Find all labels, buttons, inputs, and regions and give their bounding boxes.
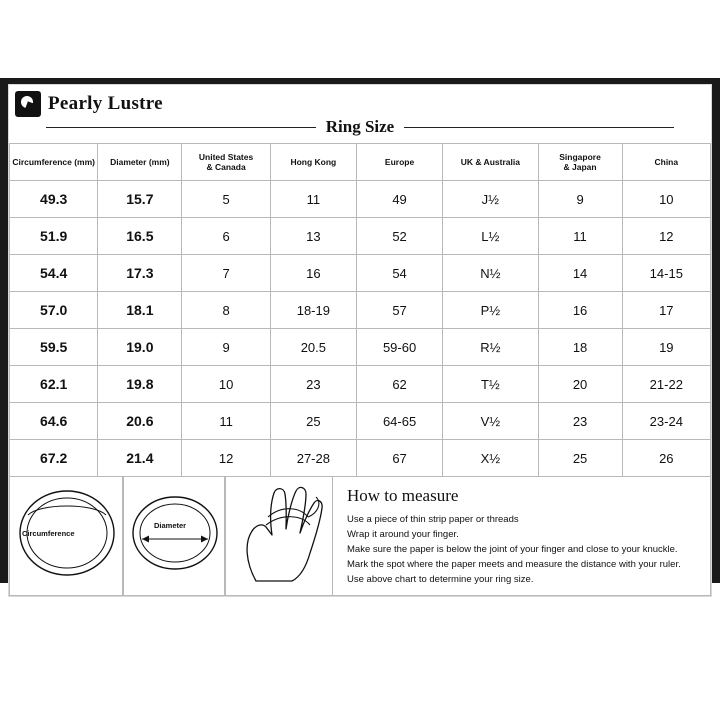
cell-us-canada: 6: [182, 218, 270, 255]
cell-china: 14-15: [622, 255, 710, 292]
cell-hong-kong: 18-19: [270, 292, 356, 329]
cell-china: 21-22: [622, 366, 710, 403]
how-to-line: Make sure the paper is below the joint of your finger and close to your knuckle.: [347, 544, 678, 556]
cell-uk-australia: T½: [443, 366, 538, 403]
cell-uk-australia: R½: [443, 329, 538, 366]
cell-hong-kong: 20.5: [270, 329, 356, 366]
cell-china: 12: [622, 218, 710, 255]
cell-hong-kong: 16: [270, 255, 356, 292]
cell-circumference: 51.9: [10, 218, 98, 255]
cell-uk-australia: P½: [443, 292, 538, 329]
circumference-label: Circumference: [22, 529, 75, 538]
cell-hong-kong: 27-28: [270, 440, 356, 477]
cell-singapore-japan: 16: [538, 292, 622, 329]
table-header-row: [10, 144, 711, 181]
cell-singapore-japan: 25: [538, 440, 622, 477]
cell-us-canada: 12: [182, 440, 270, 477]
column-header-us-canada: United States & Canada: [182, 144, 270, 181]
cell-us-canada: 9: [182, 329, 270, 366]
cell-europe: 67: [356, 440, 442, 477]
cell-singapore-japan: 11: [538, 218, 622, 255]
cell-diameter: 18.1: [98, 292, 182, 329]
cell-uk-australia: L½: [443, 218, 538, 255]
cell-singapore-japan: 23: [538, 403, 622, 440]
cell-diameter: 20.6: [98, 403, 182, 440]
cell-circumference: 64.6: [10, 403, 98, 440]
how-to-line: Use above chart to determine your ring size.: [347, 574, 534, 586]
cell-hong-kong: 25: [270, 403, 356, 440]
ring-size-table: [9, 143, 711, 477]
cell-us-canada: 11: [182, 403, 270, 440]
size-chart-card: [8, 84, 712, 597]
column-header-europe: Europe: [356, 144, 442, 181]
cell-hong-kong: 11: [270, 181, 356, 218]
cell-china: 23-24: [622, 403, 710, 440]
cell-circumference: 49.3: [10, 181, 98, 218]
cell-circumference: 67.2: [10, 440, 98, 477]
cell-europe: 49: [356, 181, 442, 218]
cell-singapore-japan: 18: [538, 329, 622, 366]
cell-china: 26: [622, 440, 710, 477]
table-row: [10, 292, 711, 329]
column-header-hong-kong: Hong Kong: [270, 144, 356, 181]
how-to-measure-heading: How to measure: [347, 486, 459, 505]
how-to-measure-section: [333, 477, 711, 596]
column-header-singapore-japan: Singapore & Japan: [538, 144, 622, 181]
cell-us-canada: 5: [182, 181, 270, 218]
title-rule-left: [46, 127, 316, 128]
cell-diameter: 19.8: [98, 366, 182, 403]
cell-china: 10: [622, 181, 710, 218]
table-row: [10, 366, 711, 403]
table-row: [10, 181, 711, 218]
pearl-shell-icon: [15, 91, 41, 117]
cell-circumference: 59.5: [10, 329, 98, 366]
cell-singapore-japan: 14: [538, 255, 622, 292]
cell-europe: 52: [356, 218, 442, 255]
brand-name: Pearly Lustre: [48, 93, 163, 114]
cell-uk-australia: X½: [443, 440, 538, 477]
cell-singapore-japan: 9: [538, 181, 622, 218]
diameter-ring-icon: [124, 477, 226, 589]
cell-uk-australia: J½: [443, 181, 538, 218]
cell-diameter: 21.4: [98, 440, 182, 477]
column-header-circumference: Circumference (mm): [10, 144, 98, 181]
measurement-guide-panel: [9, 477, 711, 596]
cell-china: 19: [622, 329, 710, 366]
cell-us-canada: 8: [182, 292, 270, 329]
table-row: [10, 329, 711, 366]
cell-circumference: 54.4: [10, 255, 98, 292]
cell-circumference: 62.1: [10, 366, 98, 403]
column-header-china: China: [622, 144, 710, 181]
diameter-label: Diameter: [154, 521, 187, 530]
table-row: [10, 440, 711, 477]
diameter-diagram: [123, 477, 225, 596]
how-to-line: Use a piece of thin strip paper or threads: [347, 514, 519, 525]
cell-china: 17: [622, 292, 710, 329]
column-header-diameter: Diameter (mm): [98, 144, 182, 181]
cell-hong-kong: 13: [270, 218, 356, 255]
cell-europe: 54: [356, 255, 442, 292]
page-title: Ring Size: [325, 117, 395, 136]
title-row: [9, 117, 711, 137]
cell-europe: 59-60: [356, 329, 442, 366]
circumference-diagram: [9, 477, 123, 596]
cell-singapore-japan: 20: [538, 366, 622, 403]
cell-us-canada: 10: [182, 366, 270, 403]
cell-circumference: 57.0: [10, 292, 98, 329]
how-to-line: Mark the spot where the paper meets and measure the distance with your ruler.: [347, 559, 681, 571]
cell-hong-kong: 23: [270, 366, 356, 403]
table-row: [10, 403, 711, 440]
cell-diameter: 17.3: [98, 255, 182, 292]
cell-us-canada: 7: [182, 255, 270, 292]
cell-diameter: 19.0: [98, 329, 182, 366]
table-row: [10, 218, 711, 255]
cell-uk-australia: V½: [443, 403, 538, 440]
cell-diameter: 15.7: [98, 181, 182, 218]
how-to-line: Wrap it around your finger.: [347, 529, 459, 541]
cell-diameter: 16.5: [98, 218, 182, 255]
cell-europe: 57: [356, 292, 442, 329]
title-rule-right: [404, 127, 674, 128]
hand-with-paper-strip-icon: [226, 477, 334, 589]
cell-europe: 64-65: [356, 403, 442, 440]
brand-header: [9, 85, 711, 119]
cell-europe: 62: [356, 366, 442, 403]
table-row: [10, 255, 711, 292]
cell-uk-australia: N½: [443, 255, 538, 292]
column-header-uk-australia: UK & Australia: [443, 144, 538, 181]
hand-diagram: [225, 477, 333, 596]
